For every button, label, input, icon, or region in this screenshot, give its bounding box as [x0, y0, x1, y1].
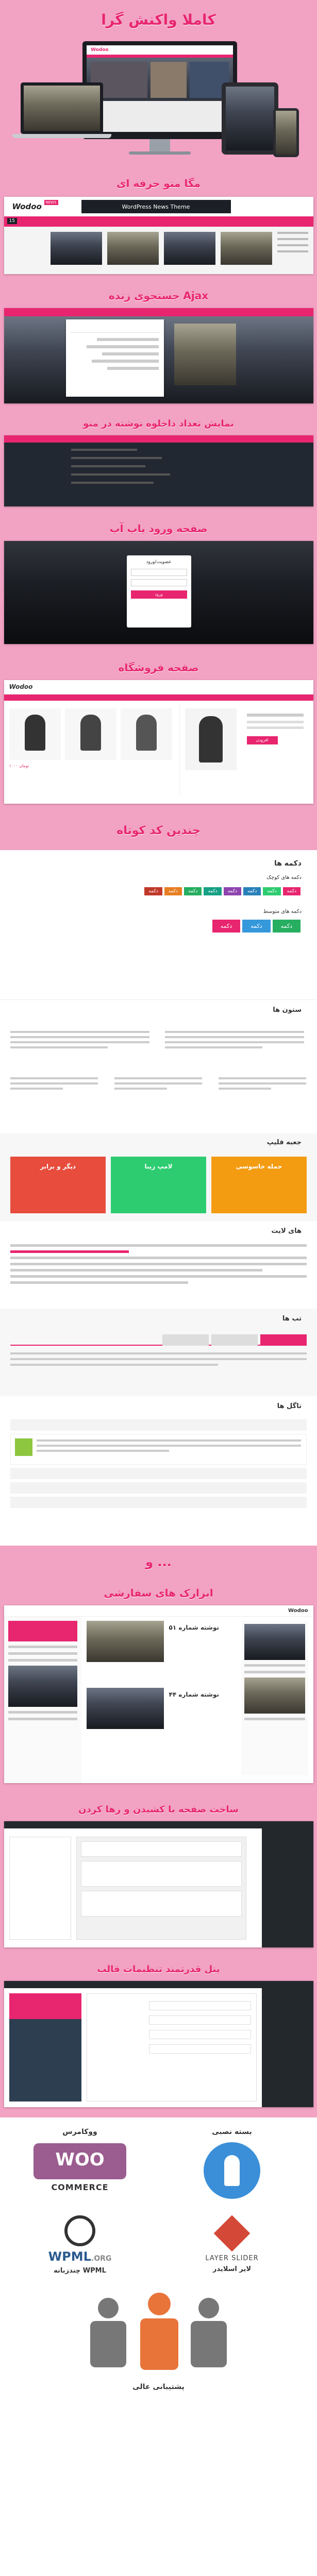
- menu-count-screenshot: [4, 435, 313, 506]
- page-builder[interactable]: [76, 1837, 246, 1940]
- product-card[interactable]: [65, 708, 116, 760]
- toggle-item[interactable]: [10, 1482, 307, 1494]
- product-card[interactable]: [9, 708, 61, 760]
- menu-count-title: نمایش تعداد داخلوه نوشته در منو: [83, 418, 234, 429]
- wpml-logo: WPML: [48, 2249, 91, 2264]
- options-panel: [87, 1993, 257, 2102]
- shortcodes-title: چندین کد کوتاه: [116, 824, 201, 837]
- toggles-section: [0, 1396, 317, 1546]
- one-click-logo: [204, 2142, 260, 2199]
- shortcodes-section: [0, 814, 317, 850]
- login-submit-button[interactable]: ورود: [131, 590, 187, 599]
- flip-box-title: جعبه فلیپ: [266, 1139, 302, 1146]
- plugin-one-click-label: بسته نصبی: [212, 2128, 252, 2136]
- hero-logo: Wodoo: [91, 47, 109, 53]
- tabs-title: تب ها: [282, 1315, 302, 1323]
- plugin-wpml: [21, 2215, 139, 2275]
- columns-section: [0, 999, 317, 1133]
- shop-logo: Wodoo: [9, 683, 33, 690]
- widgets-screenshot: [4, 1605, 313, 1783]
- search-input[interactable]: [70, 323, 160, 333]
- tablet: [222, 82, 278, 155]
- hero-section: [0, 0, 317, 170]
- login-title: عضویت/ورود: [146, 560, 172, 565]
- popup-login-screenshot: [4, 541, 313, 644]
- date-badge: 15: [7, 218, 17, 224]
- tab[interactable]: [211, 1334, 258, 1346]
- shop-section: [0, 654, 317, 814]
- lightbox-section: [0, 1221, 317, 1309]
- medium-button[interactable]: دکمه: [273, 920, 301, 933]
- flip-box-section: [0, 1133, 317, 1221]
- small-button[interactable]: دکمه: [224, 887, 241, 895]
- plugin-woocommerce: [21, 2128, 139, 2192]
- toggle-icon: [15, 1438, 32, 1456]
- mega-menu-bar[interactable]: [4, 216, 313, 227]
- widgets-logo: Wodoo: [288, 1608, 308, 1614]
- drag-drop-screenshot: [4, 1821, 313, 1947]
- toggles-title: تاگل ها: [277, 1402, 302, 1410]
- laptop: [21, 82, 103, 134]
- layerslider-logo: LAYER SLIDER: [205, 2255, 259, 2262]
- custom-widgets-section: [0, 1582, 317, 1798]
- buttons-section: [0, 850, 317, 999]
- product-price: ۱۰۰۰ تومان: [9, 764, 29, 768]
- plugin-wpml-label: چندزبانه WPML: [54, 2267, 106, 2275]
- buttons-title: دکمه ها: [274, 859, 302, 868]
- small-buttons-row: [15, 885, 302, 896]
- medium-button[interactable]: دکمه: [212, 920, 240, 933]
- menu-logo: Wodoo: [12, 202, 42, 211]
- small-button[interactable]: دکمه: [164, 887, 182, 895]
- widget-post-b[interactable]: نوشته شماره ۴۴: [169, 1691, 219, 1698]
- plugin-one-click: [175, 2128, 289, 2199]
- woo-logo: WOO: [34, 2143, 126, 2179]
- and-more-section: [0, 1546, 317, 1582]
- medium-buttons-row: [15, 919, 302, 934]
- drag-drop-title: ساخت صفحه با کشیدن و رها کردن: [78, 1804, 239, 1815]
- tab[interactable]: [162, 1334, 209, 1346]
- monitor-base: [129, 151, 191, 155]
- live-search-title: جستجوی زنده Ajax: [108, 290, 209, 302]
- monitor-stand: [149, 139, 170, 152]
- options-menu[interactable]: [9, 1993, 81, 2102]
- toggle-item-open[interactable]: [10, 1434, 307, 1465]
- flip-card[interactable]: لامپ زیبا: [111, 1157, 206, 1213]
- hero-title: کاملا واکنش گرا: [101, 11, 216, 28]
- wpml-logo-sub: .ORG: [91, 2255, 112, 2263]
- layerslider-icon: [214, 2215, 250, 2251]
- mega-menu-title: مگا منو حرفه ای: [116, 177, 201, 190]
- popup-login-section: [0, 515, 317, 654]
- support-label: پشتیبانی عالی: [132, 2383, 185, 2391]
- phone: [273, 108, 299, 157]
- small-button[interactable]: دکمه: [144, 887, 162, 895]
- menu-count-section: [0, 412, 317, 515]
- shop-screenshot: [4, 680, 313, 804]
- login-username-field[interactable]: [131, 569, 187, 576]
- theme-options-screenshot: [4, 1981, 313, 2107]
- toggle-item[interactable]: [10, 1497, 307, 1508]
- plugin-layerslider-label: لایر اسلایدر: [212, 2265, 252, 2273]
- menu-logo-badge: NEWS: [44, 200, 58, 205]
- drag-drop-section: [0, 1798, 317, 1958]
- columns-title: ستون ها: [273, 1006, 302, 1014]
- live-search-section: [0, 283, 317, 412]
- toggle-item[interactable]: [10, 1468, 307, 1479]
- medium-button[interactable]: دکمه: [242, 920, 270, 933]
- admin-sidebar: [262, 1821, 313, 1947]
- lightbox-title: های لایت: [271, 1227, 302, 1235]
- product-card[interactable]: [121, 708, 172, 760]
- mega-menu-screenshot: [4, 197, 313, 274]
- theme-options-title: پنل قدرتمند تنظیمات قالب: [97, 1964, 220, 1975]
- and-more-title: و ...: [145, 1555, 172, 1569]
- small-button[interactable]: دکمه: [283, 887, 301, 895]
- small-buttons-title: دکمه های کوچک: [266, 875, 302, 880]
- shop-title: صفحه فروشگاه: [118, 662, 199, 674]
- wpml-icon: [64, 2215, 95, 2246]
- flip-card[interactable]: حمله جاسوسی: [211, 1157, 307, 1213]
- tab-strip[interactable]: [10, 1334, 307, 1346]
- medium-buttons-title: دکمه های متوسط: [263, 909, 302, 914]
- add-to-cart-button[interactable]: افزودن: [247, 736, 278, 744]
- woo-logo-sub: COMMERCE: [51, 2182, 109, 2192]
- widget-post-a[interactable]: نوشته شماره ۵۱: [169, 1624, 219, 1631]
- small-button[interactable]: دکمه: [204, 887, 221, 895]
- small-button[interactable]: دکمه: [243, 887, 261, 895]
- toggle-item[interactable]: [10, 1419, 307, 1431]
- tab-active[interactable]: [260, 1334, 307, 1346]
- laptop-base: [12, 134, 111, 138]
- tabs-section: [0, 1309, 317, 1396]
- live-search-screenshot: [4, 308, 313, 403]
- plugin-woo-label: ووکامرس: [62, 2128, 97, 2136]
- login-popup: [127, 555, 191, 628]
- desktop-monitor: [82, 41, 237, 139]
- flip-card[interactable]: دیگر و برابر: [10, 1157, 106, 1213]
- popup-login-title: صفحه ورود پاپ آپ: [109, 522, 208, 535]
- menu-banner: WordPress News Theme: [81, 200, 231, 213]
- login-password-field[interactable]: [131, 579, 187, 586]
- support-figure: [77, 2293, 240, 2380]
- search-results-dropdown[interactable]: [66, 319, 164, 397]
- plugin-layerslider: [175, 2215, 289, 2273]
- custom-widgets-title: ابزارک های سفارشی: [104, 1587, 213, 1599]
- mega-menu-section: [0, 170, 317, 283]
- mega-menu-dropdown: [4, 227, 313, 274]
- small-button[interactable]: دکمه: [263, 887, 280, 895]
- plugins-section: [0, 2117, 317, 2396]
- theme-options-section: [0, 1958, 317, 2117]
- small-button[interactable]: دکمه: [184, 887, 202, 895]
